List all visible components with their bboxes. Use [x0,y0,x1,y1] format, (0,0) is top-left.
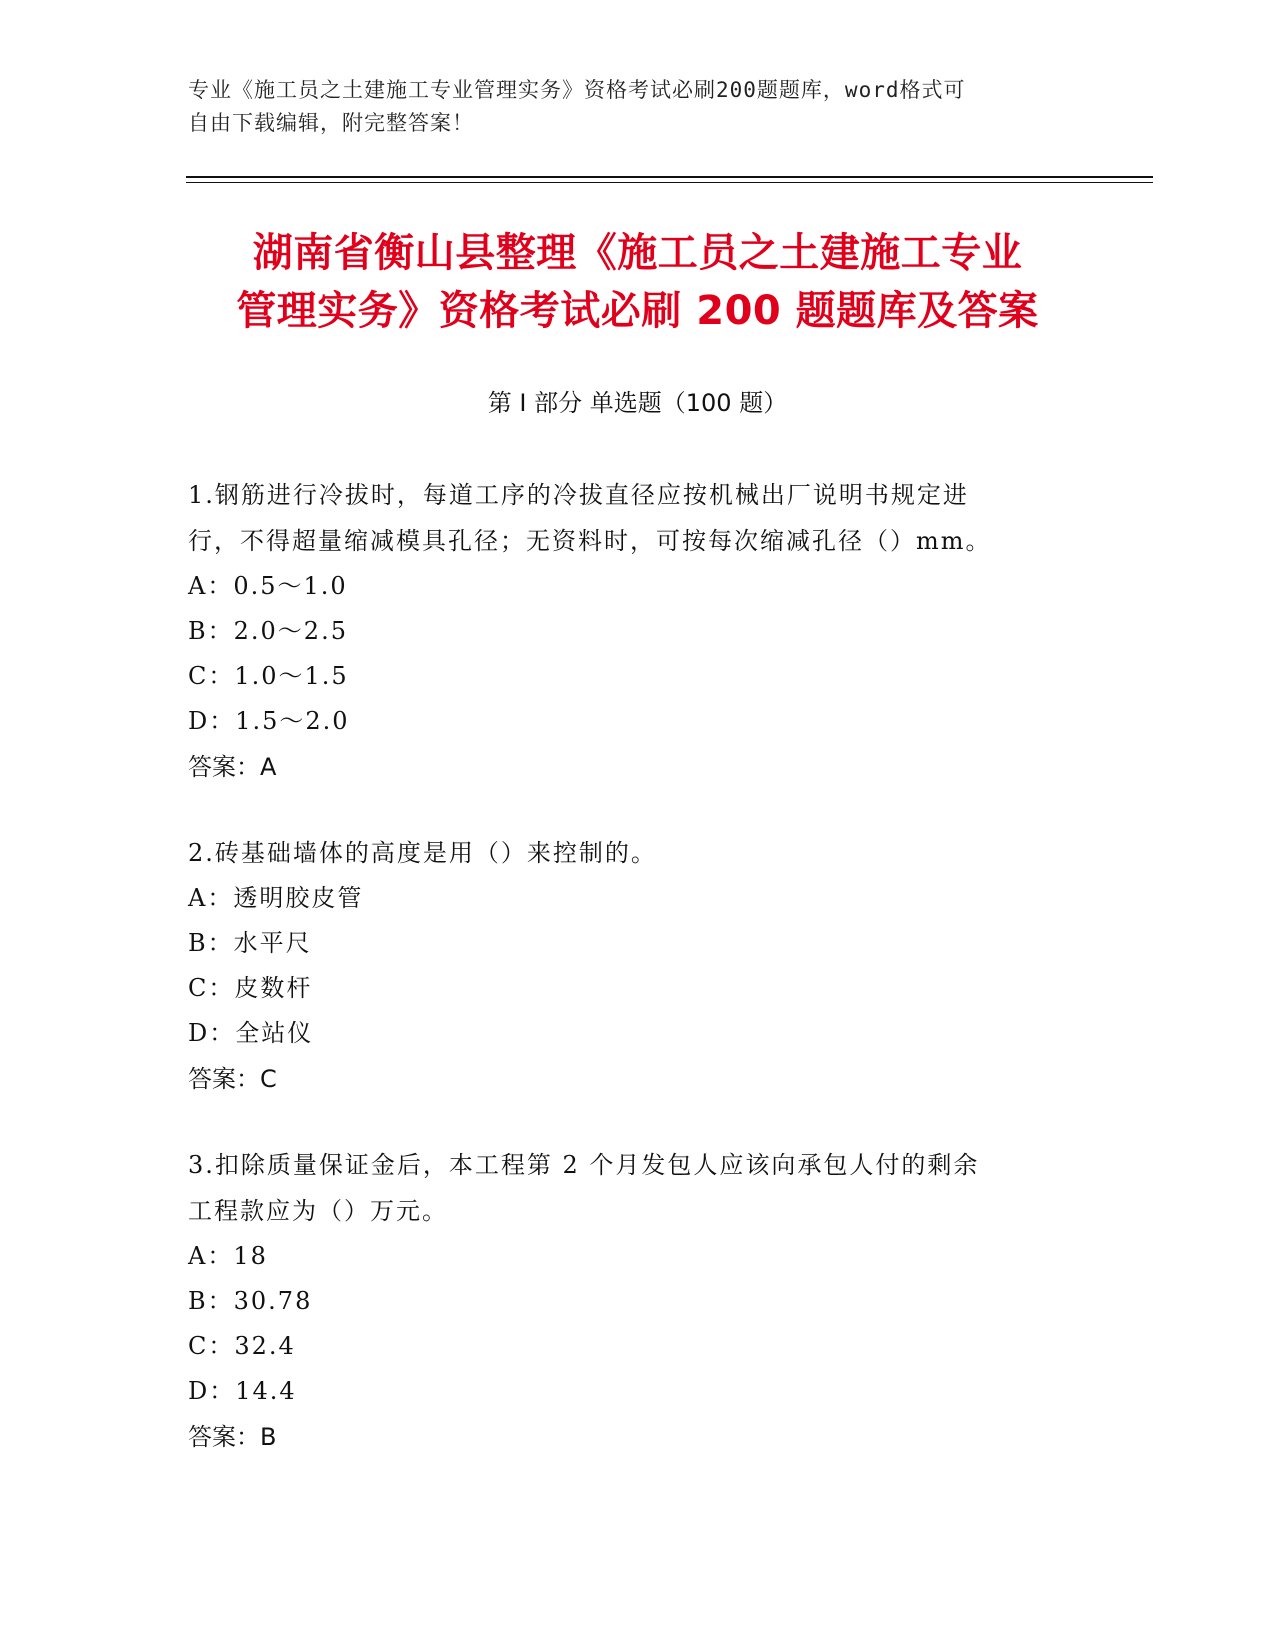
option-b: B：2.0～2.5 [188,617,348,645]
option-a: A：18 [188,1242,268,1270]
option-a: A：透明胶皮管 [188,884,364,912]
option-d: D：1.5～2.0 [188,707,350,735]
question-stem-line: 1.钢筋进行冷拔时，每道工序的冷拔直径应按机械出厂说明书规定进 [188,481,969,509]
header-divider-thick [186,176,1153,178]
option-d: D：14.4 [188,1377,297,1405]
answer: 答案：A [188,753,277,781]
question-stem-line: 行，不得超量缩减模具孔径；无资料时，可按每次缩减孔径（）mm。 [188,527,992,555]
option-b: B：30.78 [188,1287,313,1315]
option-d: D：全站仪 [188,1019,314,1047]
header-note-line-2: 自由下载编辑，附完整答案！ [188,111,474,135]
answer: 答案：C [188,1065,277,1093]
option-b: B：水平尺 [188,929,312,957]
document-title-line-1: 湖南省衡山县整理《施工员之土建施工专业 [252,230,1023,276]
question-stem-line: 3.扣除质量保证金后，本工程第 2 个月发包人应该向承包人付的剩余 [188,1151,980,1179]
question-list [188,472,1068,1500]
question-stem [188,472,1068,564]
question-stem-line: 工程款应为（）万元。 [188,1197,448,1225]
answer: 答案：B [188,1423,277,1451]
question-stem [188,830,1068,876]
section-title: 第 I 部分 单选题（100 题） [487,389,788,417]
document-title-line-2: 管理实务》资格考试必刷 200 题题库及答案 [236,288,1039,334]
question-stem-line: 2.砖基础墙体的高度是用（）来控制的。 [188,839,657,867]
option-c: C：32.4 [188,1332,296,1360]
option-c: C：1.0～1.5 [188,662,349,690]
header-note-line-1: 专业《施工员之土建施工专业管理实务》资格考试必刷200题题库，word格式可 [188,78,966,102]
document-title [150,224,1125,340]
header-note [188,74,1068,140]
option-c: C：皮数杆 [188,974,313,1002]
question-3 [188,1142,1068,1460]
question-stem [188,1142,1068,1234]
question-2 [188,830,1068,1102]
question-1 [188,472,1068,790]
header-divider-thin [186,182,1153,183]
option-a: A：0.5～1.0 [188,572,348,600]
